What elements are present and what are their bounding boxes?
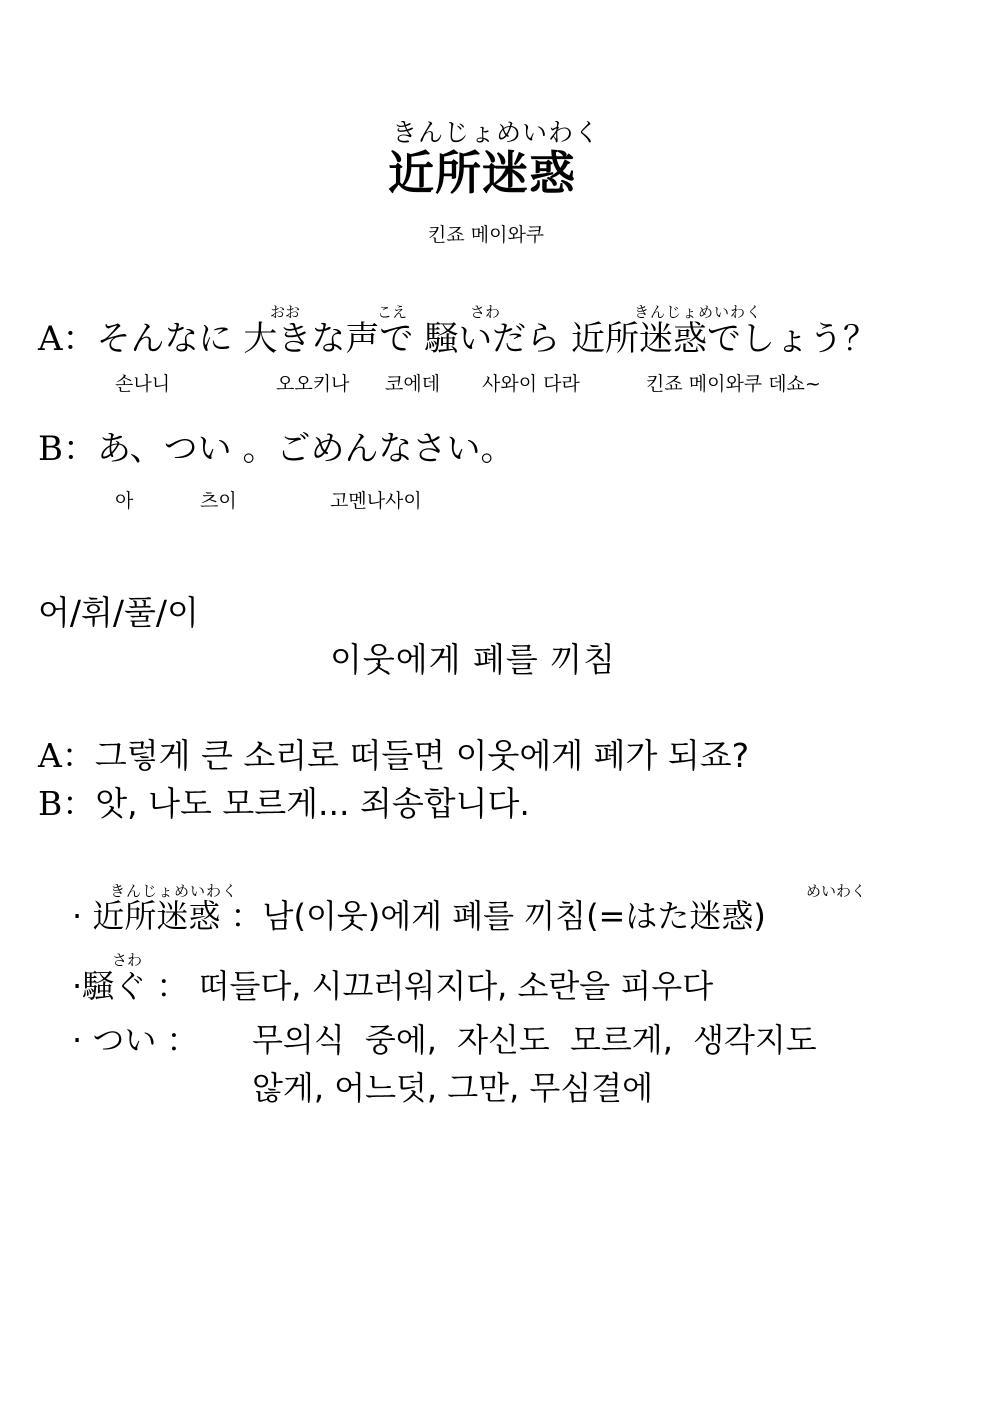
vocab-meaning: 이웃에게 폐를 끼침 [330, 640, 617, 679]
translation-text-a: 그렇게 큰 소리로 떠들면 이웃에게 폐가 되죠? [94, 736, 750, 775]
note1-def-pre: 남(이웃)에게 폐를 끼침(=はた [262, 897, 690, 935]
text-a-2: きな [277, 319, 346, 359]
note2-term-kanji: 騒 [82, 967, 115, 1005]
note3-def-line1: 무의식 중에, 자신도 모르게, 생각지도 [252, 1021, 817, 1059]
reading-b-1: 아 [115, 490, 134, 512]
ruby-koe: こえ [377, 303, 408, 321]
word-oo: 大 [243, 319, 278, 359]
reading-a-1: 손나니 [115, 373, 171, 395]
note1-term: 近所迷惑 [92, 897, 221, 935]
text-a-5: でしょう？ [707, 319, 877, 359]
note1-def-ruby: めいわく [806, 882, 867, 900]
ruby-sawa: さわ [470, 303, 501, 321]
word-koe: 声 [345, 319, 380, 359]
note2-bullet: · [72, 967, 83, 1005]
note-item-1 [72, 897, 766, 935]
title-furigana: きんじょめいわく [392, 118, 601, 147]
note2-sep: ： [156, 967, 189, 1005]
text-a-3: で [379, 319, 425, 359]
note2-term-kana: ぐ [114, 967, 147, 1005]
speaker-a: A： [38, 319, 97, 359]
note3-def-line2: 않게, 어느덧, 그만, 무심결에 [252, 1069, 654, 1107]
page-title: 近所迷惑 [388, 146, 576, 200]
translation-b [38, 784, 530, 823]
note3-term: つい [92, 1021, 157, 1059]
note1-bullet: · [72, 897, 83, 935]
note1-sep: ： [230, 897, 263, 935]
note2-def: 떠들다, 시끄러워지다, 소란을 피우다 [198, 967, 714, 1005]
translation-a [38, 736, 750, 775]
note3-sep: ： [166, 1021, 199, 1059]
note2-term-ruby: さわ [112, 951, 143, 969]
note1-def-kanji: 迷惑 [689, 897, 754, 935]
dialogue-line-a [38, 319, 877, 359]
ruby-oo: おお [270, 303, 301, 321]
note1-def-post: ) [753, 897, 766, 935]
text-b: あ、つい 。ごめんなさい。 [97, 429, 515, 469]
text-a-1: そんなに [96, 319, 244, 359]
note-item-3 [72, 1021, 199, 1059]
dialogue-line-b [38, 429, 515, 469]
reading-b-2: 츠이 [200, 490, 237, 512]
word-sawa: 騒 [424, 319, 459, 359]
note-item-2 [72, 967, 714, 1005]
reading-a-2: 오오키나 [276, 373, 350, 395]
reading-b-3: 고멘나사이 [330, 490, 422, 512]
translation-text-b: 앗, 나도 모르게... 죄송합니다. [95, 784, 530, 823]
ruby-kinjomeiwaku: きんじょめいわく [634, 303, 763, 321]
reading-a-3: 코에데 [385, 373, 441, 395]
text-a-4: いだら [458, 319, 571, 359]
title-reading: 킨죠 메이와쿠 [428, 224, 545, 246]
speaker-b: B： [38, 429, 97, 469]
reading-a-5: 킨죠 메이와쿠 데쇼~ [646, 373, 821, 395]
note1-term-ruby: きんじょめいわく [110, 882, 239, 900]
vocab-heading: 어/휘/풀/이 [38, 593, 199, 632]
note3-bullet: · [72, 1021, 83, 1059]
reading-a-4: 사와이 다라 [482, 373, 580, 395]
translation-speaker-b: B： [38, 784, 96, 823]
translation-speaker-a: A： [38, 736, 95, 775]
word-kinjomeiwaku: 近所迷惑 [571, 319, 707, 359]
